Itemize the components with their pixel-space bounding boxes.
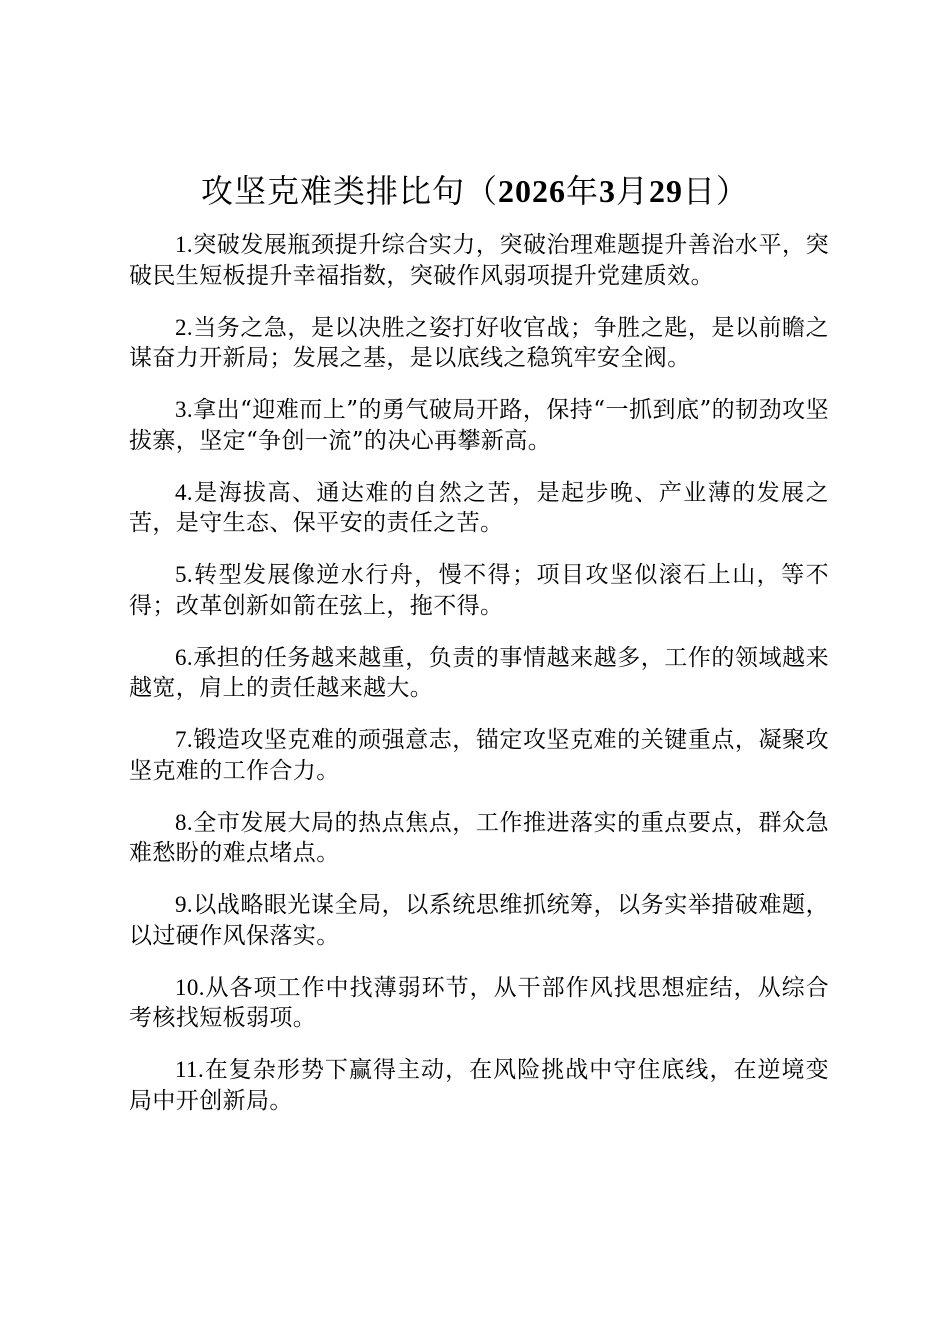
paragraph-5 <box>129 560 829 621</box>
paragraph-1 <box>129 230 829 291</box>
paragraph-number: 1. <box>175 232 194 257</box>
paragraph-number: 4. <box>175 479 194 505</box>
paragraph-number: 9. <box>175 892 194 917</box>
paragraph-text: 转型发展像逆水行舟，慢不得；项目攻坚似滚石上山，等不得；改革创新如箭在弦上，拖不得。 <box>129 562 829 619</box>
paragraph-text: 承担的任务越来越重，负责的事情越来越多，工作的领域越来越宽，肩上的责任越来越大。 <box>129 644 829 701</box>
paragraph-number: 7. <box>175 727 194 752</box>
paragraph-number: 2. <box>175 314 194 340</box>
paragraph-8 <box>129 808 829 869</box>
page-title <box>0 165 950 217</box>
paragraph-number: 5. <box>175 562 194 587</box>
title-year-unit: 年 <box>565 172 599 210</box>
paragraph-number: 8. <box>175 809 194 835</box>
paragraph-4 <box>129 478 829 539</box>
paragraph-text: 当务之急，是以决胜之姿打好收官战；争胜之匙，是以前瞻之谋奋力开新局；发展之基，是以底线之稳筑牢安全阀。 <box>129 314 829 371</box>
paragraph-number: 10. <box>175 974 205 1000</box>
title-month: 3 <box>599 173 616 209</box>
paragraph-7 <box>129 725 829 786</box>
paragraph-text: 以战略眼光谋全局，以系统思维抓统筹，以务实举措破难题，以过硬作风保落实。 <box>129 892 829 949</box>
paragraph-number: 11. <box>175 1057 205 1082</box>
paragraph-3 <box>129 395 829 456</box>
paragraph-2 <box>129 313 829 374</box>
paragraph-text: 是海拔高、通达难的自然之苦，是起步晚、产业薄的发展之苦，是守生态、保平安的责任之苦。 <box>129 479 829 536</box>
paragraph-10 <box>129 973 829 1034</box>
title-month-unit: 月 <box>616 172 650 210</box>
paragraph-text: 在复杂形势下赢得主动，在风险挑战中守住底线，在逆境变局中开创新局。 <box>129 1057 829 1114</box>
paragraph-9 <box>129 890 829 951</box>
paragraph-text: 突破发展瓶颈提升综合实力，突破治理难题提升善治水平，突破民生短板提升幸福指数，突破作风弱项提升党建质效。 <box>129 232 829 289</box>
title-day: 29 <box>649 173 684 209</box>
paragraph-number: 3. <box>175 397 194 422</box>
document-body <box>129 230 829 1138</box>
paragraph-text: 从各项工作中找薄弱环节，从干部作风找思想症结，从综合考核找短板弱项。 <box>129 974 829 1031</box>
title-prefix: 攻坚克难类排比句（ <box>200 172 498 210</box>
paragraph-6 <box>129 643 829 704</box>
paragraph-text: 锻造攻坚克难的顽强意志，锚定攻坚克难的关键重点，凝聚攻坚克难的工作合力。 <box>129 727 829 784</box>
title-suffix: 日） <box>683 172 750 210</box>
paragraph-number: 6. <box>175 644 194 670</box>
paragraph-text: 拿出“迎难而上”的勇气破局开路，保持“一抓到底”的韧劲攻坚拔寨，坚定“争创一流”的决心再攀新高。 <box>129 397 829 454</box>
title-year: 2026 <box>497 173 566 209</box>
paragraph-11 <box>129 1055 829 1116</box>
paragraph-text: 全市发展大局的热点焦点，工作推进落实的重点要点，群众急难愁盼的难点堵点。 <box>129 809 829 866</box>
